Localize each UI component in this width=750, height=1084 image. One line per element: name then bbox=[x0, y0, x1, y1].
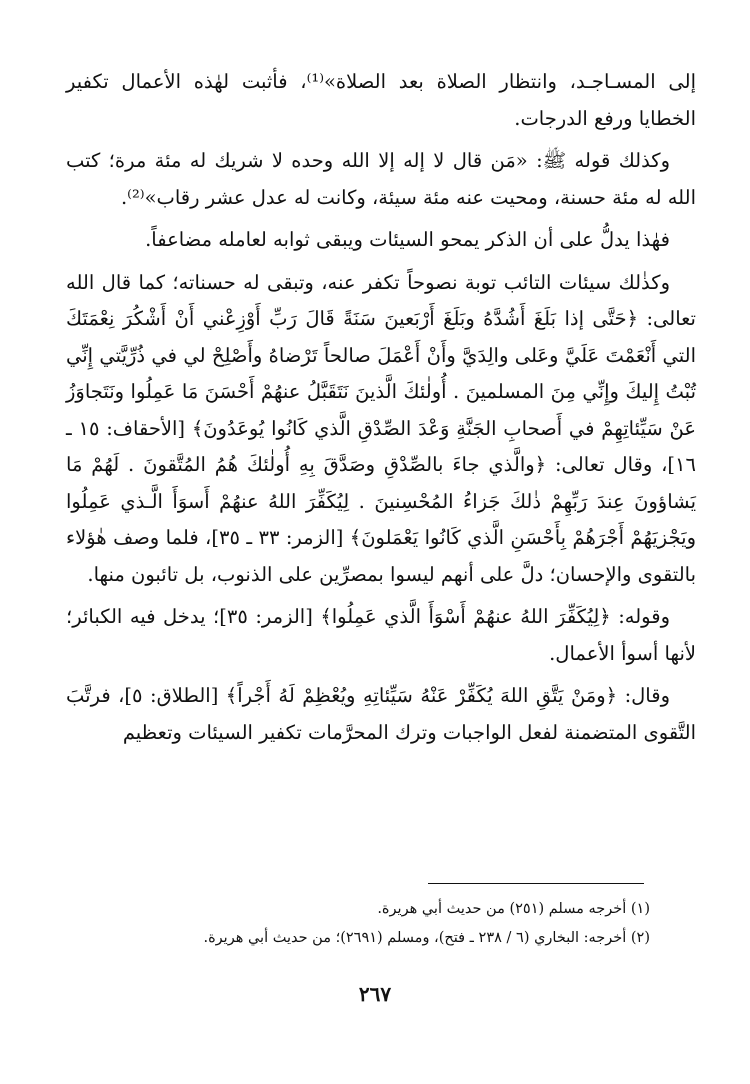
paragraph-4: وكذٰلك سيئات التائب توبة نصوحاً تكفر عنه، وتبقى له حسناته؛ كما قال الله تعالى: ﴿حَتَّى إذا بَلَغَ أَشُدَّهُ وبَلَغَ أَرْبَعينَ سَنَةً قَالَ رَبِّ أَوْزِعْني أَنْ أَشْكُرَ نِعْمَتَكَ التي أَنْعَمْتَ عَلَيَّ وعَلى والِدَيَّ وأَنْ أَعْمَلَ صالحاً تَرْضاهُ وأَصْلِحْ لي في ذُرِّيَّتي إِنِّي تُبْتُ إِليكَ وإِنِّي مِنَ المسلمينَ . أُولٰئكَ الَّذينَ نَتَقَبَّلُ عنهُمْ أَحْسَنَ مَا عَمِلُوا ونَتَجاوَزُ عَنْ سَيِّئاتِهِمْ في أَصحابِ الجَنَّةِ وَعْدَ الصِّدْقِ الَّذي كَانُوا يُوعَدُونَ﴾ [الأحقاف: ١٥ ـ ١٦]، وقال تعالى: ﴿والَّذي جاءَ بالصِّدْقِ وصَدَّقَ بِهِ أُولٰئكَ هُمُ المُتَّقونَ . لَهُمْ مَا يَشاؤونَ عِندَ رَبِّهِمْ ذٰلكَ جَزاءُ المُحْسِنينَ . لِيُكَفِّرَ اللهُ عنهُمْ أَسوَأَ الَّـذي عَمِلُوا ويَجْزيَهُمْ أَجْرَهُمْ بِأَحْسَنِ الَّذي كَانُوا يَعْمَلونَ﴾ [الزمر: ٣٣ ـ ٣٥]، فلما وصف هٰؤلاء بالتقوى والإحسان؛ دلَّ على أنهم ليسوا بمصرِّين على الذنوب، بل تائبون منها. bbox=[66, 270, 696, 586]
footnote-1: (١) أخرجه مسلم (٢٥١) من حديث أبي هريرة. bbox=[377, 901, 650, 917]
paragraph-2: وكذلك قوله ﷺ: «مَن قال لا إله إلا الله وحده لا شريك له مئة مرة؛ كتب الله له مئة حسنة، ومحيت عنه مئة سيئة، وكانت له عدل عشر رقاب»⁽²⁾. bbox=[66, 149, 696, 209]
body-text bbox=[66, 64, 696, 757]
paragraph-5: وقوله: ﴿لِيُكَفِّرَ اللهُ عنهُمْ أَسْوَأَ الَّذي عَمِلُوا﴾ [الزمر: ٣٥]؛ يدخل فيه الكبائر؛ لأنها أسوأ الأعمال. bbox=[66, 605, 696, 665]
paragraph-3: فهٰذا يدلُّ على أن الذكر يمحو السيئات ويبقى ثوابه لعامله مضاعفاً. bbox=[145, 228, 670, 251]
footnote-2: (٢) أخرجه: البخاري (٦ / ٢٣٨ ـ فتح)، ومسلم (٢٦٩١)؛ من حديث أبي هريرة. bbox=[203, 930, 650, 946]
page-number: ٢٦٧ bbox=[358, 982, 392, 1006]
footnotes bbox=[90, 895, 650, 953]
footnote-divider bbox=[428, 883, 644, 884]
paragraph-6: وقال: ﴿ومَنْ يَتَّقِ اللهَ يُكَفِّرْ عَنْهُ سَيِّئاتِهِ ويُعْظِمْ لَهُ أَجْراً﴾ [الطلاق: ٥]، فرتَّبَ التَّقوى المتضمنة لفعل الواجبات وترك المحرَّمات تكفير السيئات وتعظيم bbox=[66, 684, 696, 744]
paragraph-1: إلى المسـاجـد، وانتظار الصلاة بعد الصلاة»⁽¹⁾، فأثبت لهٰذه الأعمال تكفير الخطايا ورفع الدرجات. bbox=[66, 70, 696, 130]
